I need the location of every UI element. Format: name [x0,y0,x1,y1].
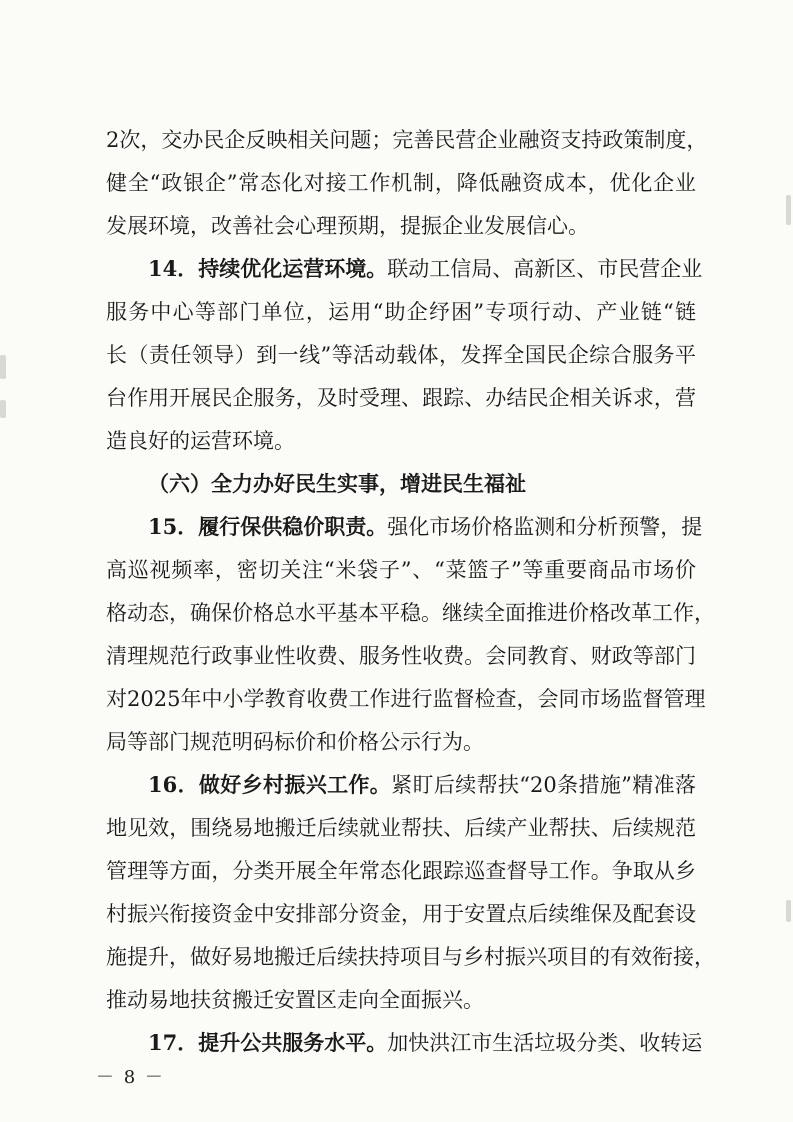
body-text-line [106,851,696,891]
body-text-line [106,206,696,246]
line-text: 健全“政银企”常态化对接工作机制，降低融资成本，优化企业 [106,171,696,195]
item-14-first-line [148,249,703,289]
line-text: 长（责任领导）到一线”等活动载体，发挥全国民企综合服务平 [106,343,696,367]
section-heading [148,464,696,504]
line-text: 对2025年中小学教育收费工作进行监督检查，会同市场监督管理 [106,687,706,711]
body-text-line [106,722,696,762]
body-text-line [106,120,708,160]
line-text: 高巡视频率，密切关注“米袋子”、“菜篮子”等重要商品市场价 [106,558,696,582]
line-text: 2次，交办民企反映相关问题；完善民营企业融资支持政策制度， [106,128,708,152]
line-text: 村振兴衔接资金中安排部分资金，用于安置点后续维保及配套设 [106,902,696,926]
body-text-line [106,421,696,461]
line-text: 推动易地扶贫搬迁安置区走向全面振兴。 [106,988,484,1012]
body-text-line [106,808,696,848]
line-text: 联动工信局、高新区、市民营企业 [387,257,703,281]
scan-edge-mark [0,400,6,418]
line-text: 加快洪江市生活垃圾分类、收转运 [387,1031,703,1055]
body-text-line [106,292,696,332]
body-text-line [106,163,696,203]
body-text-line [106,679,706,719]
line-text: 地见效，围绕易地搬迁后续就业帮扶、后续产业帮扶、后续规范 [106,816,696,840]
body-text-line [106,593,715,633]
item-16-title: 16．做好乡村振兴工作。 [148,772,392,797]
body-text-line [106,335,696,375]
line-text: 台作用开展民企服务，及时受理、跟踪、办结民企相关诉求，营 [106,386,696,410]
body-text-line [106,894,696,934]
scan-edge-mark [786,195,791,225]
body-text-line [106,550,696,590]
scan-edge-mark [0,355,6,379]
item-17-first-line [148,1023,703,1063]
line-text: 管理等方面，分类开展全年常态化跟踪巡查督导工作。争取从乡 [106,859,696,883]
line-text: 服务中心等部门单位，运用“助企纾困”专项行动、产业链“链 [106,300,696,324]
page-number: － 8 － [96,1067,165,1088]
body-text-line [106,378,696,418]
line-text: 发展环境，改善社会心理预期，提振企业发展信心。 [106,214,589,238]
line-text: 紧盯后续帮扶“20条措施”精准落 [391,773,696,797]
item-15-title: 15．履行保供稳价职责。 [148,514,388,539]
section-heading-text: （六）全力办好民生实事，增进民生福祉 [148,471,526,496]
body-text-line [106,980,696,1020]
scan-edge-mark [786,900,791,922]
body-text-line [106,937,715,977]
item-16-first-line [148,765,696,805]
item-14-title: 14．持续优化运营环境。 [148,256,388,281]
line-text: 强化市场价格监测和分析预警，提 [387,515,703,539]
line-text: 局等部门规范明码标价和价格公示行为。 [106,730,484,754]
body-text-line [106,636,696,676]
item-15-first-line [148,507,703,547]
line-text: 施提升，做好易地搬迁后续扶持项目与乡村振兴项目的有效衔接， [106,945,715,969]
line-text: 造良好的运营环境。 [106,429,295,453]
item-17-title: 17．提升公共服务水平。 [148,1030,388,1055]
line-text: 清理规范行政事业性收费、服务性收费。会同教育、财政等部门 [106,644,696,668]
line-text: 格动态，确保价格总水平基本平稳。继续全面推进价格改革工作， [106,601,715,625]
